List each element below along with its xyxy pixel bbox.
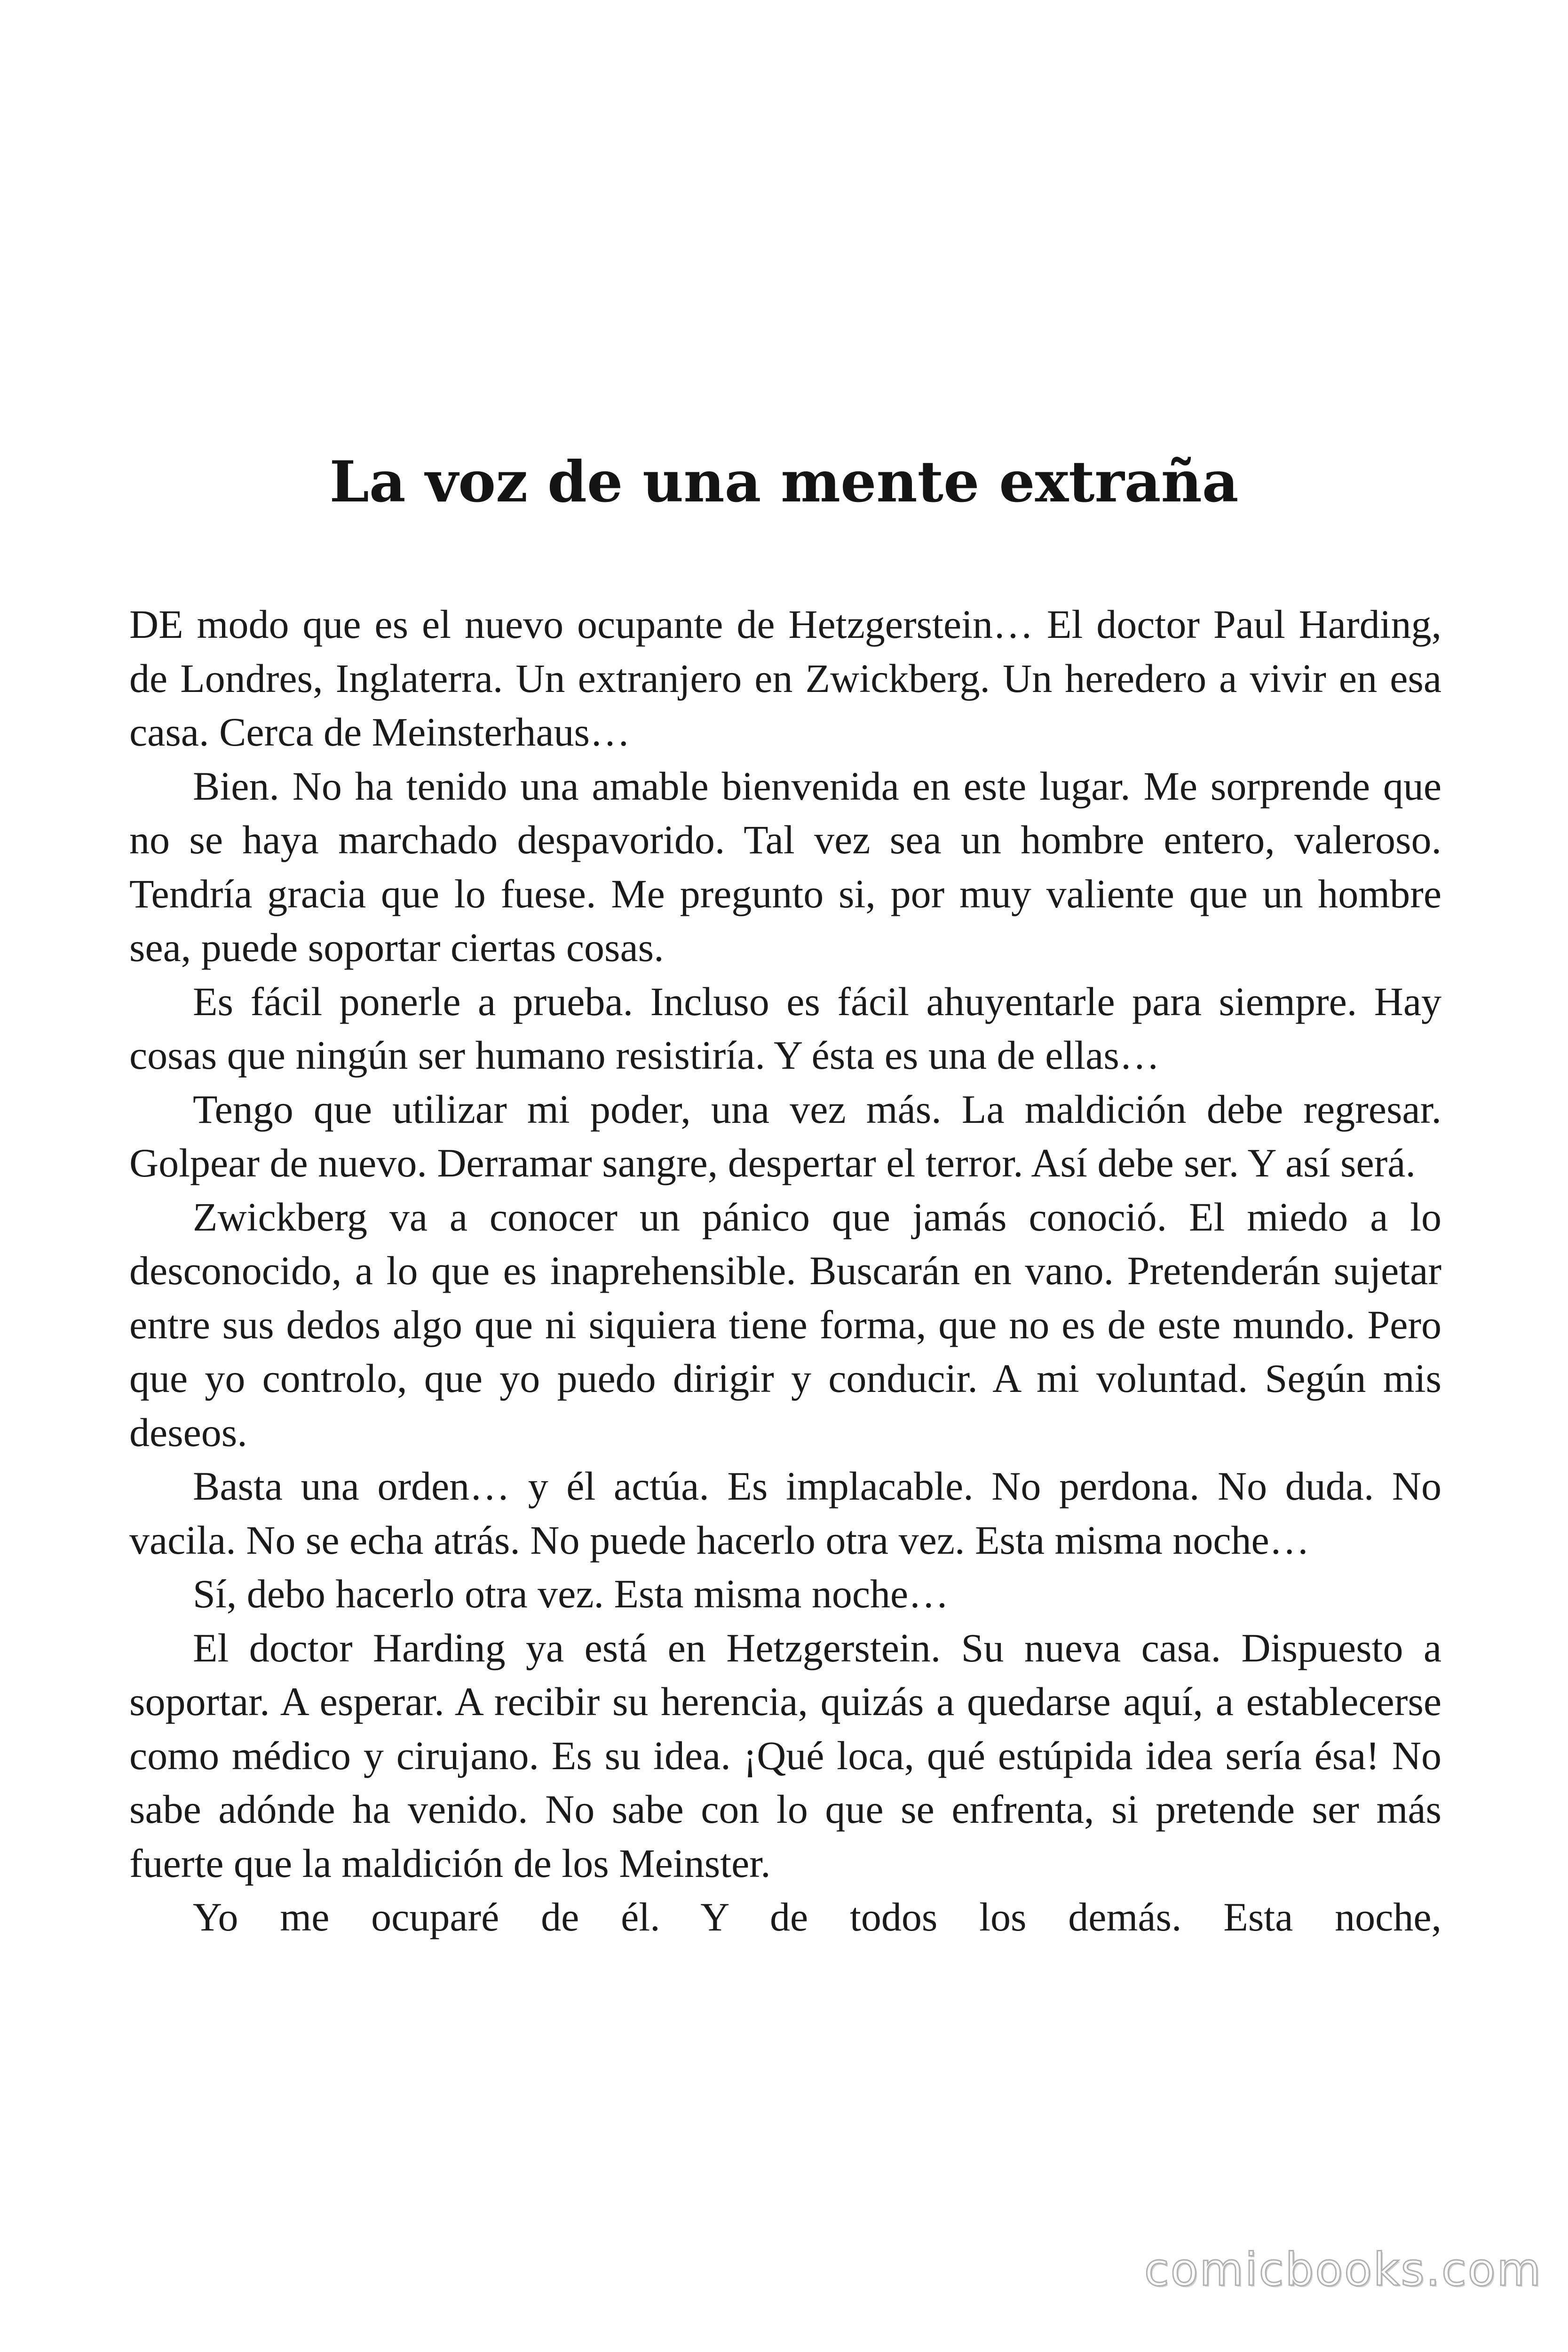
chapter-body: [129, 597, 1441, 1944]
paragraph-2: Bien. No ha tenido una amable bienvenida en este lugar. Me sorprende que no se haya marchado despavorido. Tal vez sea un hombre entero, valeroso. Tendría gracia que lo fuese. Me pregunto si, por muy valiente que un hombre sea, puede soportar ciertas cosas.: [129, 763, 1441, 970]
paragraph-5: Zwickberg va a conocer un pánico que jamás conoció. El miedo a lo desconocido, a lo que es inaprehensible. Buscarán en vano. Pretenderán sujetar entre sus dedos algo que ni siquiera tiene forma, que no es de este mundo. Pero que yo controlo, que yo puedo dirigir y conducir. A mi voluntad. Según mis deseos.: [129, 1194, 1441, 1455]
chapter-title: La voz de una mente extraña: [329, 449, 1239, 515]
paragraph-3: Es fácil ponerle a prueba. Incluso es fácil ahuyentarle para siempre. Hay cosas que ningún ser humano resistiría. Y ésta es una de ellas…: [129, 978, 1441, 1078]
paragraph-9: Yo me ocuparé de él. Y de todos los demás. Esta noche,: [193, 1894, 1441, 1939]
paragraph-6: Basta una orden… y él actúa. Es implacable. No perdona. No duda. No vacila. No se echa atrás. No puede hacerlo otra vez. Esta misma noche…: [129, 1463, 1441, 1563]
paragraph-7: Sí, debo hacerlo otra vez. Esta misma noche…: [193, 1571, 949, 1616]
watermark: comicbooks.com: [1144, 2243, 1542, 2296]
paragraph-1: DE modo que es el nuevo ocupante de Hetzgerstein… El doctor Paul Harding, de Londres, Inglaterra. Un extranjero en Zwickberg. Un heredero a vivir en esa casa. Cerca de Meinsterhaus…: [129, 602, 1441, 755]
paragraph-8: El doctor Harding ya está en Hetzgerstein. Su nueva casa. Dispuesto a soportar. A esperar. A recibir su herencia, quizás a quedarse aquí, a establecerse como médico y cirujano. Es su idea. ¡Qué loca, qué estúpida idea sería ésa! No sabe adónde ha venido. No sabe con lo que se enfrenta, si pretende ser más fuerte que la maldición de los Meinster.: [129, 1625, 1441, 1886]
paragraph-4: Tengo que utilizar mi poder, una vez más. La maldición debe regresar. Golpear de nuevo. Derramar sangre, despertar el terror. Así debe ser. Y así será.: [129, 1086, 1441, 1185]
